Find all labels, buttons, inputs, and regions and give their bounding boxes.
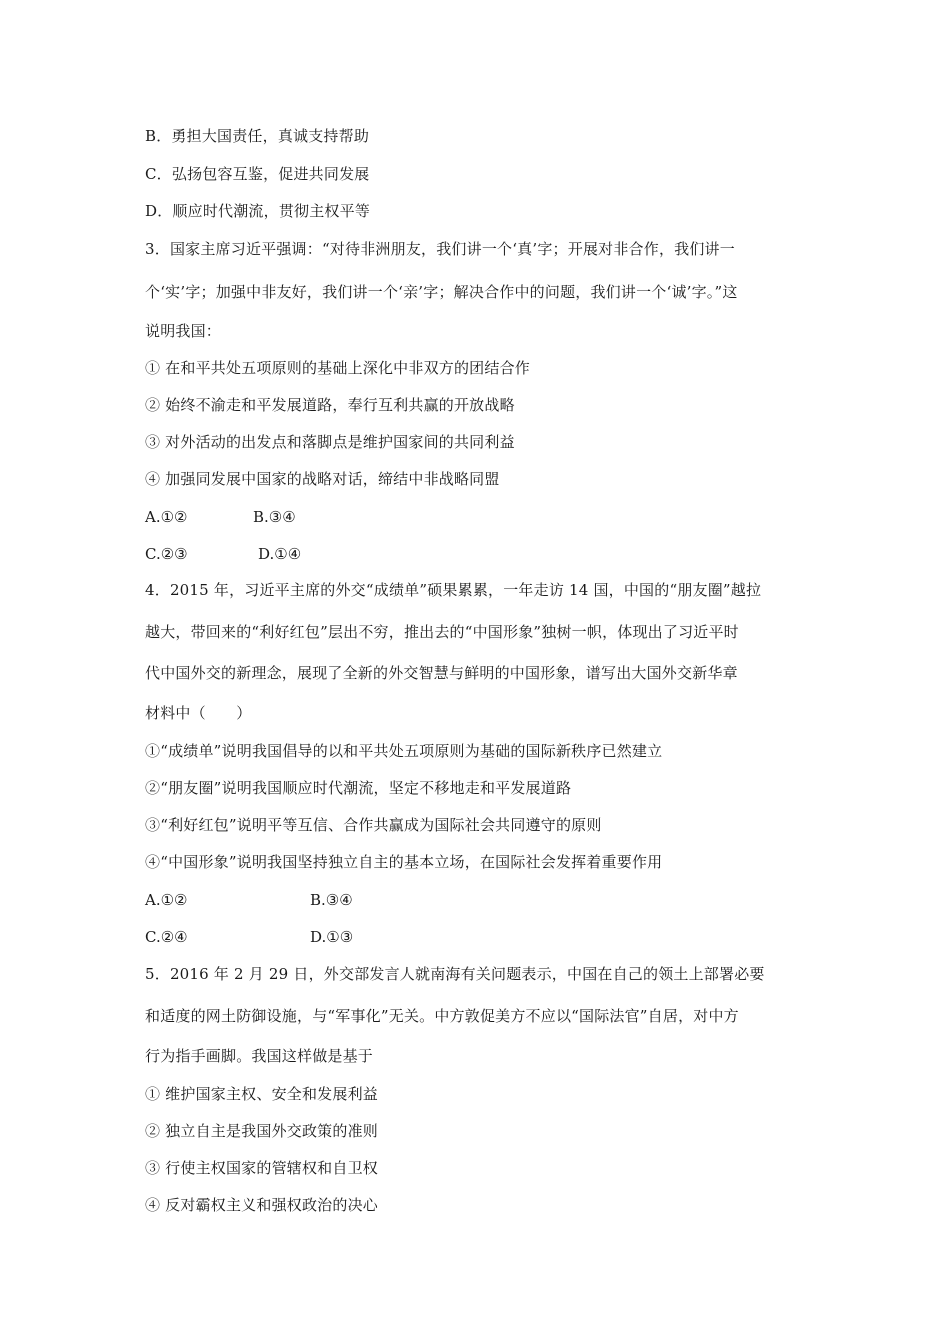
q4-choice-d: D.①③	[310, 928, 354, 946]
q5-item-3: ③ 行使主权国家的管辖权和自卫权	[145, 1159, 378, 1177]
q4-stem-line4: 材料中（ ）	[145, 704, 252, 722]
q3-choice-b: B.③④	[253, 508, 296, 526]
q4-stem-line3: 代中国外交的新理念，展现了全新的外交智慧与鲜明的中国形象，谱写出大国外交新华章	[145, 664, 738, 682]
q3-item-2: ② 始终不渝走和平发展道路，奉行互利共赢的开放战略	[145, 396, 515, 414]
q4-item-2: ②“朋友圈”说明我国顺应时代潮流，坚定不移地走和平发展道路	[145, 779, 572, 797]
q3-choice-c: C.②③	[145, 545, 188, 563]
q3-choice-d: D.①④	[258, 545, 302, 563]
q3-stem-line3: 说明我国：	[145, 322, 222, 340]
q4-choice-b: B.③④	[310, 891, 353, 909]
q4-item-3: ③“利好红包”说明平等互信、合作共赢成为国际社会共同遵守的原则	[145, 816, 602, 834]
q2-option-c: C．弘扬包容互鉴，促进共同发展	[145, 165, 370, 183]
q5-item-2: ② 独立自主是我国外交政策的准则	[145, 1122, 378, 1140]
q3-item-3: ③ 对外活动的出发点和落脚点是维护国家间的共同利益	[145, 433, 515, 451]
q5-item-4: ④ 反对霸权主义和强权政治的决心	[145, 1196, 378, 1214]
q5-stem-line1: 5．2016 年 2 月 29 日，外交部发言人就南海有关问题表示，中国在自己的领土上部署必要	[145, 965, 765, 983]
q4-choice-c: C.②④	[145, 928, 188, 946]
q4-stem-line2: 越大，带回来的“利好红包”层出不穷，推出去的“中国形象”独树一帜，体现出了习近平时	[145, 623, 739, 641]
q5-stem-line3: 行为指手画脚。我国这样做是基于	[145, 1047, 374, 1065]
q4-choice-a: A.①②	[145, 891, 188, 909]
q2-option-b: B．勇担大国责任，真诚支持帮助	[145, 127, 370, 145]
q5-item-1: ① 维护国家主权、安全和发展利益	[145, 1085, 378, 1103]
q4-stem-line1: 4．2015 年，习近平主席的外交“成绩单”硕果累累，一年走访 14 国，中国的“朋友圈”越拉	[145, 581, 762, 599]
q3-stem-line2: 个‘实’字；加强中非友好，我们讲一个‘亲’字；解决合作中的问题，我们讲一个‘诚’字。”这	[145, 283, 738, 301]
q3-item-1: ① 在和平共处五项原则的基础上深化中非双方的团结合作	[145, 359, 530, 377]
q3-choice-a: A.①②	[145, 508, 188, 526]
q5-stem-line2: 和适度的网土防御设施，与“军事化”无关。中方敦促美方不应以“国际法官”自居，对中方	[145, 1007, 739, 1025]
q4-item-4: ④“中国形象”说明我国坚持独立自主的基本立场，在国际社会发挥着重要作用	[145, 853, 663, 871]
q3-stem-line1: 3．国家主席习近平强调：“对待非洲朋友，我们讲一个‘真’字；开展对非合作，我们讲一	[145, 240, 735, 258]
q4-item-1: ①“成绩单”说明我国倡导的以和平共处五项原则为基础的国际新秩序已然建立	[145, 742, 663, 760]
q3-item-4: ④ 加强同发展中国家的战略对话，缔结中非战略同盟	[145, 470, 500, 488]
q2-option-d: D．顺应时代潮流，贯彻主权平等	[145, 202, 371, 220]
